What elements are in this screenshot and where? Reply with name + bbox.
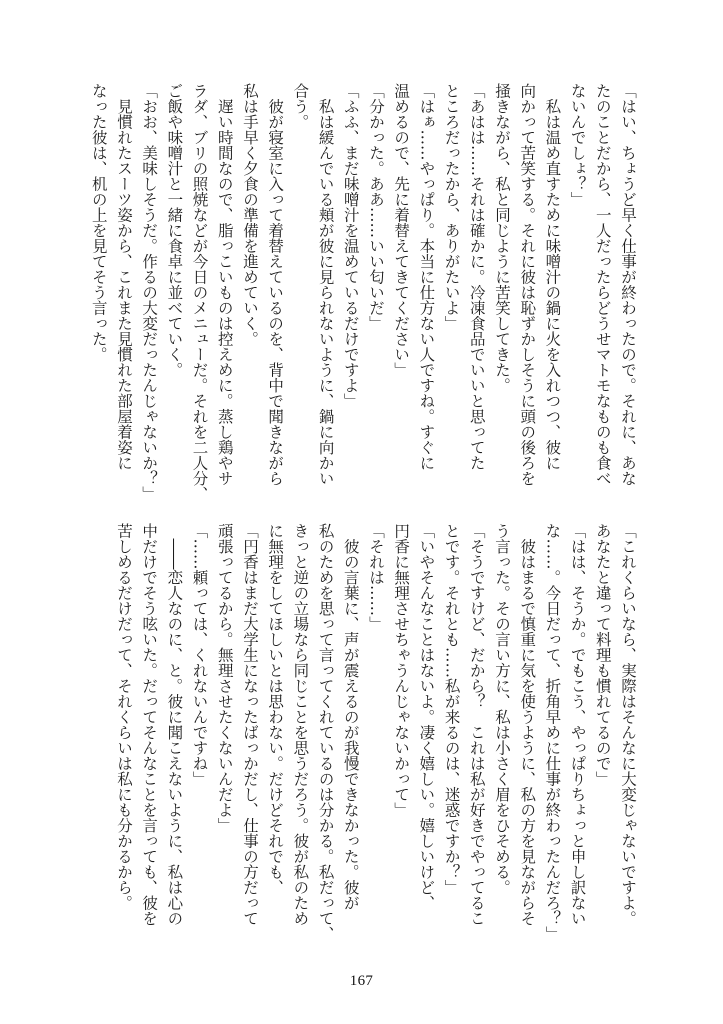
text-column: 私は手早く夕食の準備を進めていく。: [240, 83, 259, 347]
text-column: 「それは……」: [366, 523, 385, 632]
text-column: 「あはは……それは確かに。冷凍食品でいいと思ってた: [467, 83, 486, 471]
text-column: 「分かった。ああ……いい匂いだ」: [366, 83, 385, 331]
text-column: 「そうですけど、だから？ これは私が好きでやってるこ: [467, 523, 486, 926]
text-column: 「はは、そうか。でもこう、やっぱりちょっと申し訳ない: [568, 523, 587, 926]
text-column: に無理をしてほしいとは思わない。だけどそれでも、: [266, 523, 285, 895]
text-column: ところだったから、ありがたいよ」: [442, 83, 461, 331]
text-column: 「いやそんなことはないよ。凄く嬉しい。嬉しいけど、: [417, 523, 436, 911]
text-column: とです。それとも……私が来るのは、迷惑ですか？」: [442, 523, 461, 895]
text-column: 「おお、美味しそうだ。作るの大変だったんじゃないか？」: [140, 83, 159, 502]
text-column: ――恋人なのに、と。彼に聞こえないように、私は心の: [165, 523, 184, 926]
text-column: 「ふふ、まだ味噌汁を温めているだけですよ」: [341, 83, 360, 409]
text-column: 温めるので、先に着替えてきてください」: [392, 83, 411, 378]
page-number: 167: [349, 973, 374, 989]
text-column: ご飯や味噌汁と一緒に食卓に並べていく。: [165, 83, 184, 378]
text-column: あなたと違って料理も慣れてるので」: [593, 523, 612, 787]
text-column: 「これくらいなら、実際はそんなに大変じゃないですよ。: [619, 523, 637, 926]
text-column: 合う。: [291, 83, 310, 130]
text-column: 「……頼っては、くれないんですね」: [190, 523, 209, 787]
text-column: 向かって苦笑する。それに彼は恥ずかしそうに頭の後ろを: [518, 83, 537, 486]
text-column: 中だけでそう呟いた。だってそんなことを言っても、彼を: [140, 523, 159, 926]
text-column: ないんでしょ？」: [568, 83, 587, 207]
text-column: 彼が寝室に入って着替えているのを、背中で聞きながら: [266, 83, 285, 486]
text-column: 「円香はまだ大学生になったばっかだし、仕事の方だって: [240, 523, 259, 926]
text-column: 頑張ってるから。無理させたくないんだよ」: [215, 523, 234, 833]
text-column: 私のためを思って言ってくれているのは分かる。私だって、: [316, 523, 335, 942]
text-column: 私は緩んでいる頬が彼に見られないように、鍋に向かい: [316, 83, 335, 486]
text-column: う言った。その言い方に、私は小さく眉をひそめる。: [492, 523, 511, 895]
text-column: 苦しめるだけだって、それくらいは私にも分かるから。: [114, 523, 133, 911]
text-column: 彼はまるで慎重に気を使うように、私の方を見ながらそ: [518, 523, 537, 926]
lower-text-block: [111, 523, 640, 942]
text-column: な……。今日だって、折角早めに仕事が終わったんだろ？」: [543, 523, 562, 942]
upper-text-block: [86, 83, 640, 502]
text-column: ラダ、ブリの照焼などが今日のメニューだ。それを二人分、: [190, 83, 209, 502]
text-column: なった彼は、机の上を見てそう言った。: [89, 83, 108, 362]
text-column: 見慣れたスーツ姿から、これまた見慣れた部屋着姿に: [114, 83, 133, 471]
text-column: 遅い時間なので、脂っこいものは控えめに。蒸し鶏やサ: [215, 83, 234, 486]
text-column: たのことだから、一人だったらどうせマトモなものも食べ: [593, 83, 612, 486]
text-column: 掻きながら、私と同じように苦笑してきた。: [492, 83, 511, 393]
text-column: 「はい、ちょうど早く仕事が終わったので。それに、あな: [619, 83, 637, 486]
text-column: きっと逆の立場なら同じことを思うだろう。彼が私のため: [291, 523, 310, 926]
text-column: 彼の言葉に、声が震えるのが我慢できなかった。彼が: [341, 523, 360, 911]
text-column: 私は温め直すために味噌汁の鍋に火を入れつつ、彼に: [543, 83, 562, 471]
text-column: 円香に無理させちゃうんじゃないかって」: [392, 523, 411, 818]
text-column: 「はぁ……やっぱり。本当に仕方ない人ですね。すぐに: [417, 83, 436, 471]
